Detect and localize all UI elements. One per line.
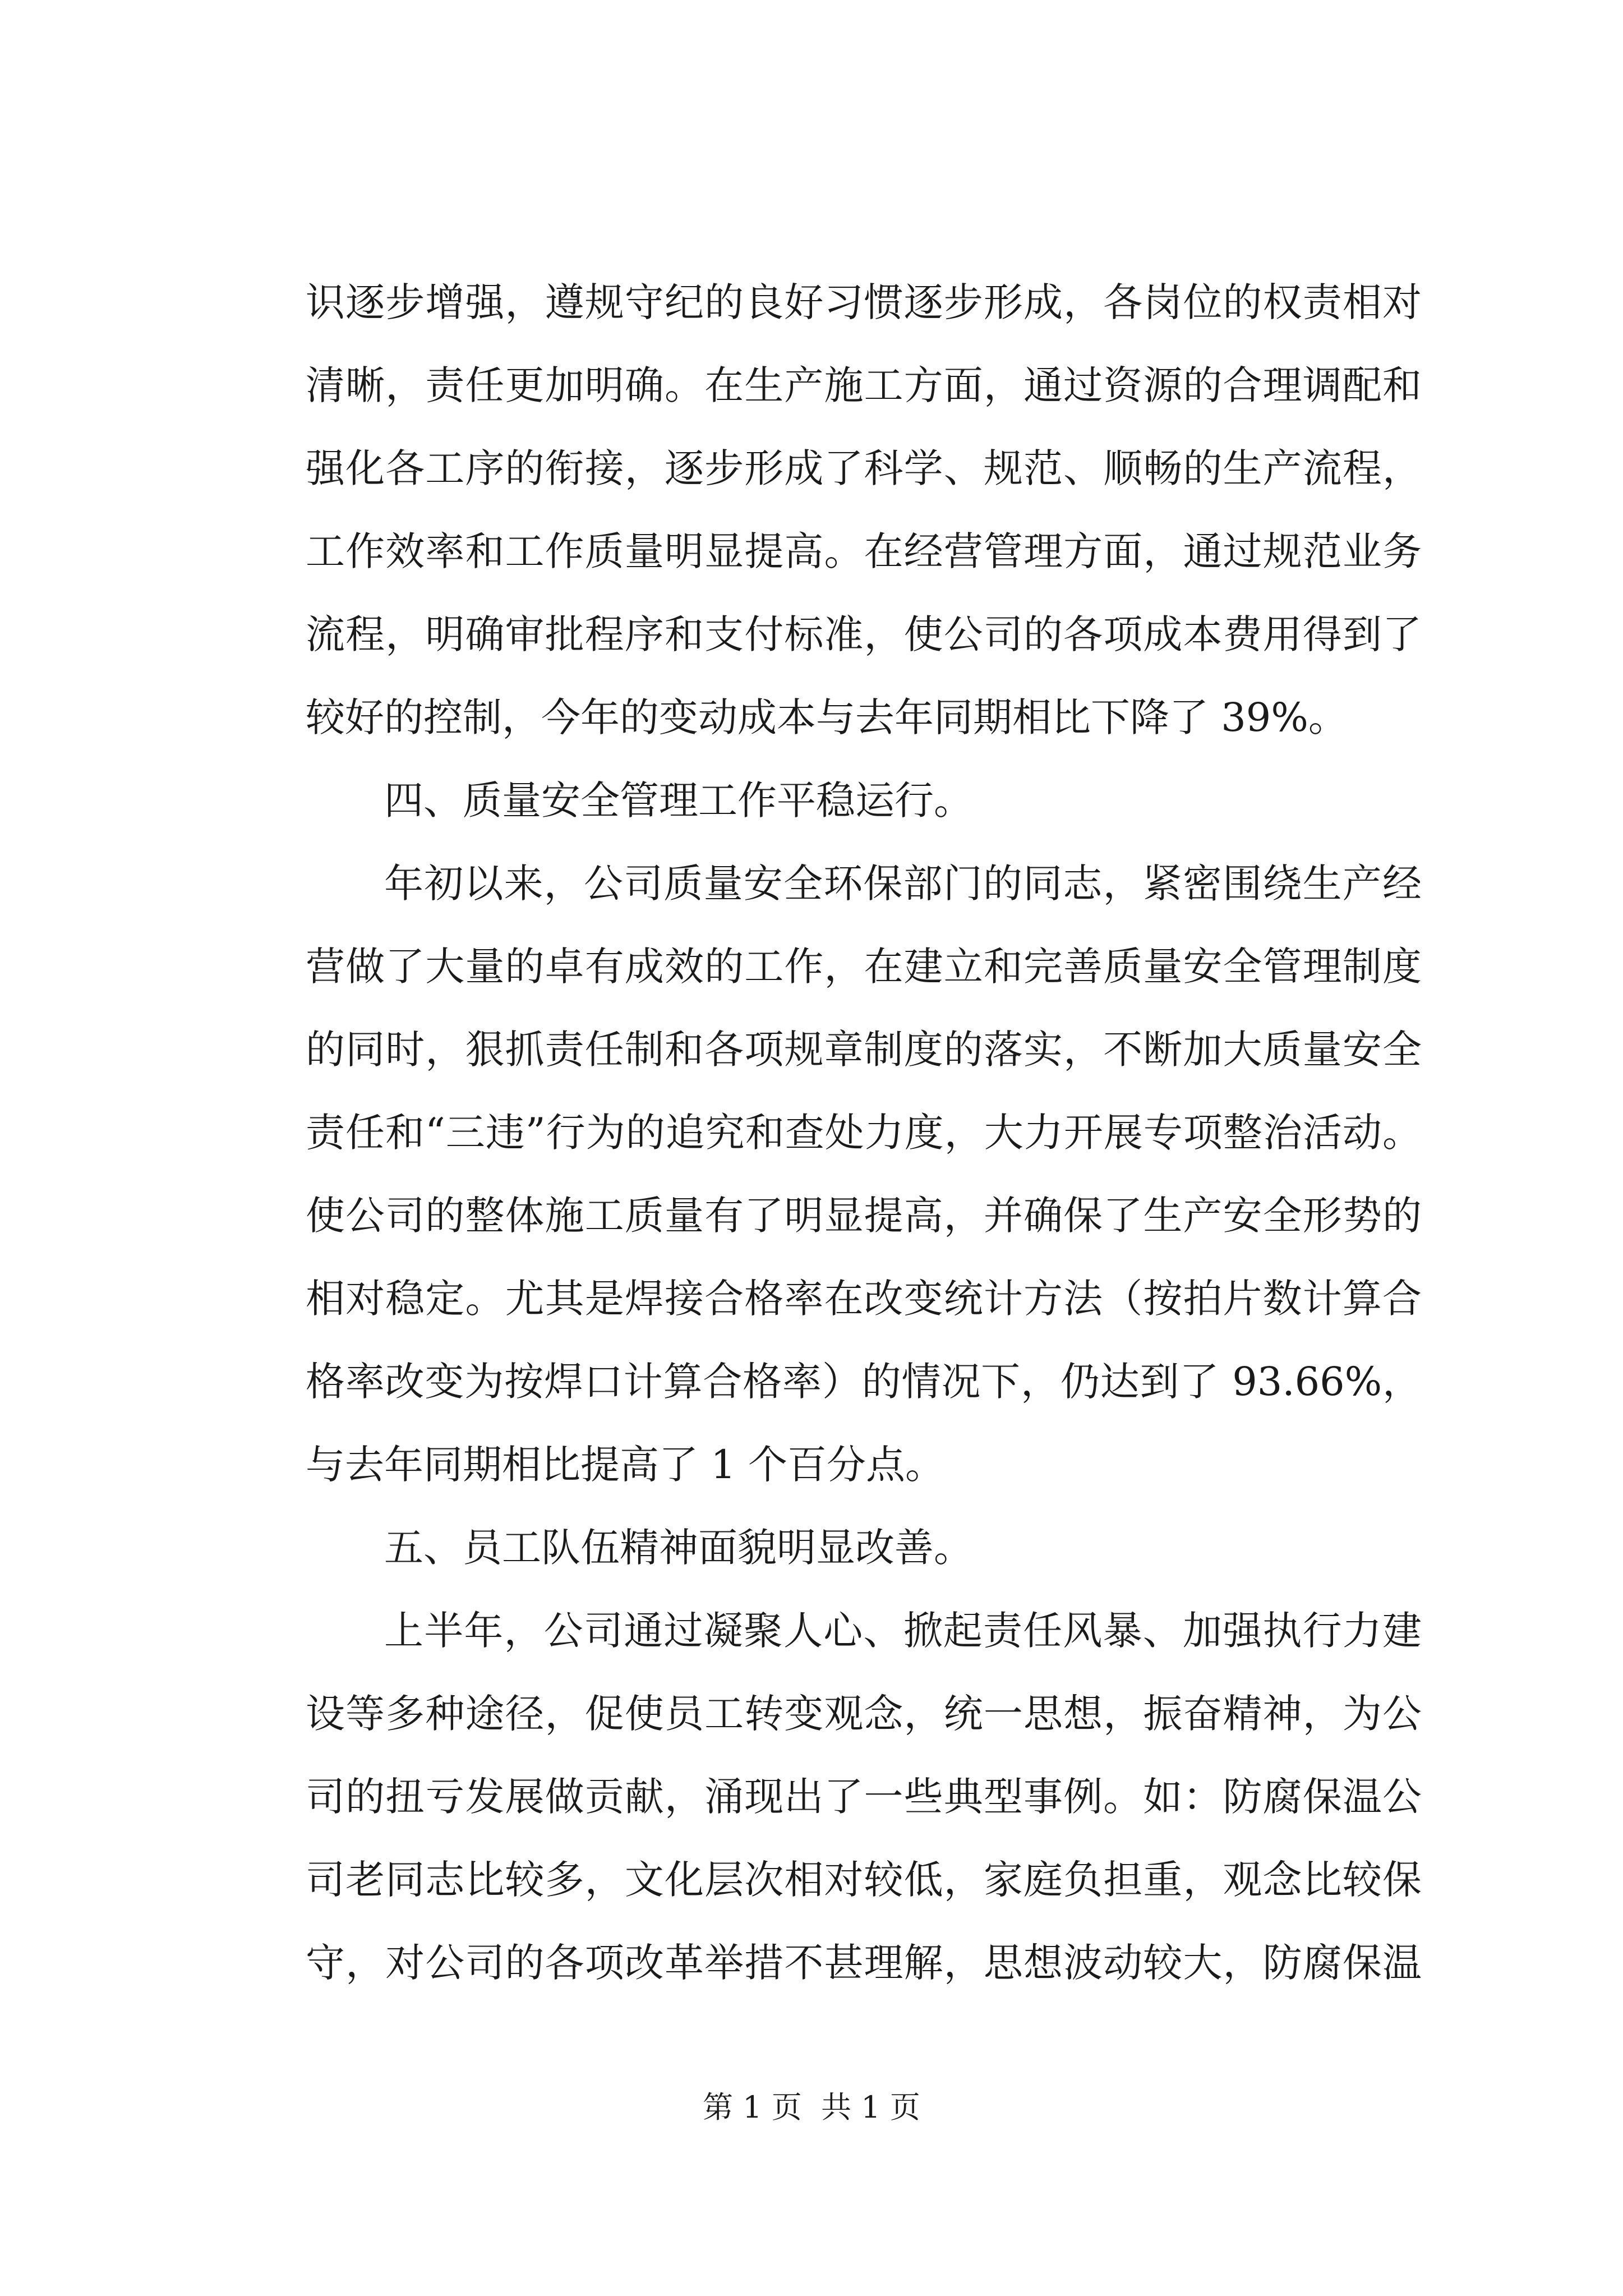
- text-line: 识逐步增强，遵规守纪的良好习惯逐步形成，各岗位的权责相对: [306, 279, 1422, 325]
- text-line: 使公司的整体施工质量有了明显提高，并确保了生产安全形势的: [306, 1193, 1422, 1239]
- text-line: 较好的控制，今年的变动成本与去年同期相比下降了 39%。: [306, 694, 1348, 740]
- page-footer: 第 1 页 共 1 页: [703, 2090, 920, 2125]
- text-line: 强化各工序的衔接，逐步形成了科学、规范、顺畅的生产流程，: [306, 445, 1422, 491]
- text-line: 工作效率和工作质量明显提高。在经营管理方面，通过规范业务: [306, 528, 1422, 574]
- text-line: 守，对公司的各项改革举措不甚理解，思想波动较大，防腐保温: [306, 1940, 1422, 1986]
- text-line: 营做了大量的卓有成效的工作，在建立和完善质量安全管理制度: [306, 944, 1422, 990]
- text-line: 年初以来，公司质量安全环保部门的同志，紧密围绕生产经: [384, 861, 1422, 907]
- text-line: 的同时，狠抓责任制和各项规章制度的落实，不断加大质量安全: [306, 1027, 1422, 1073]
- text-line: 相对稳定。尤其是焊接合格率在改变统计方法（按拍片数计算合: [306, 1276, 1422, 1322]
- text-line: 与去年同期相比提高了 1 个百分点。: [306, 1442, 945, 1488]
- text-line: 上半年，公司通过凝聚人心、掀起责任风暴、加强执行力建: [384, 1608, 1422, 1654]
- text-line: 责任和“三违”行为的追究和查处力度，大力开展专项整治活动。: [306, 1110, 1422, 1156]
- text-line: 司老同志比较多，文化层次相对较低，家庭负担重，观念比较保: [306, 1857, 1422, 1903]
- text-line: 流程，明确审批程序和支付标准，使公司的各项成本费用得到了: [306, 611, 1422, 657]
- text-line: 四、质量安全管理工作平稳运行。: [384, 777, 973, 823]
- text-line: 设等多种途径，促使员工转变观念，统一思想，振奋精神，为公: [306, 1691, 1422, 1737]
- text-line: 清晰，责任更加明确。在生产施工方面，通过资源的合理调配和: [306, 362, 1422, 408]
- text-line: 司的扭亏发展做贡献，涌现出了一些典型事例。如：防腐保温公: [306, 1774, 1422, 1820]
- text-line: 五、员工队伍精神面貌明显改善。: [384, 1525, 973, 1571]
- document-body: [306, 261, 1422, 2004]
- text-line: 格率改变为按焊口计算合格率）的情况下，仍达到了 93.66%，: [306, 1359, 1422, 1405]
